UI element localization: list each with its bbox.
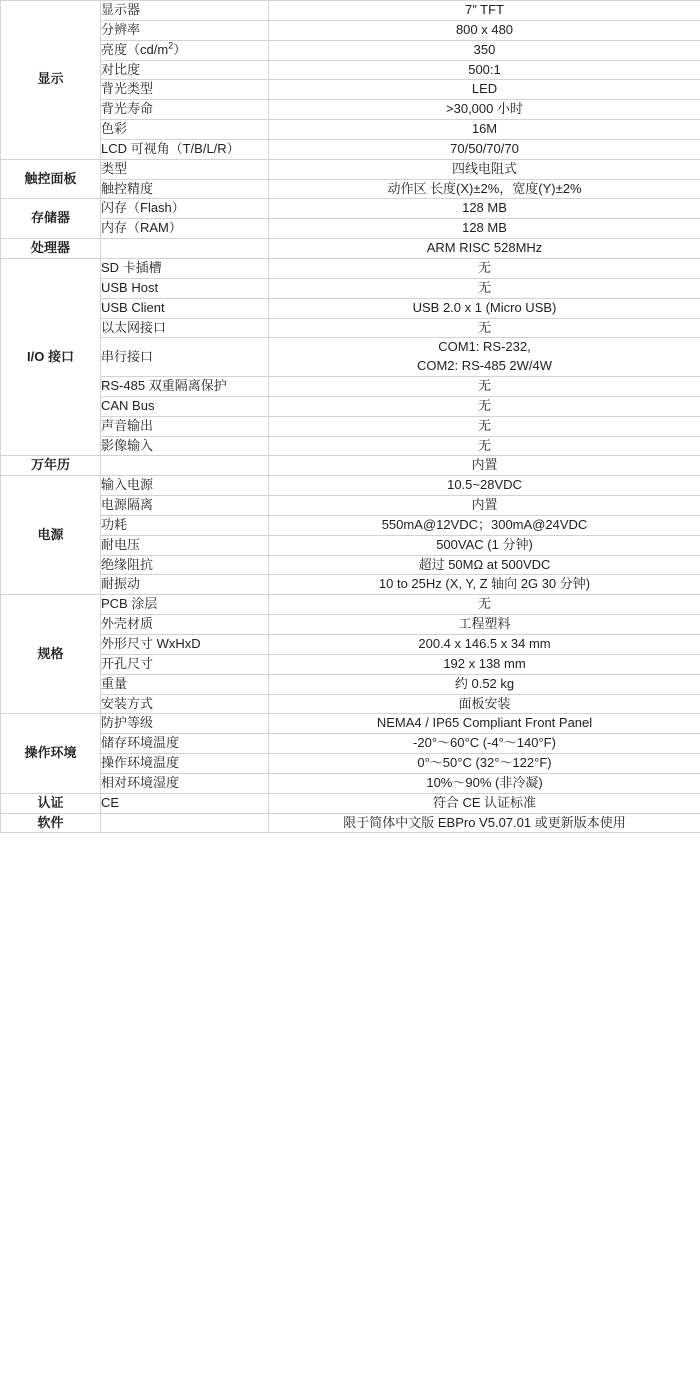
table-row <box>1 416 700 436</box>
value-cell <box>269 338 700 377</box>
value-cell: 7″ TFT <box>269 1 700 21</box>
table-row <box>1 80 700 100</box>
value-cell: 500VAC (1 分钟) <box>269 535 700 555</box>
table-row <box>1 456 700 476</box>
table-row <box>1 40 700 60</box>
item-label: 声音输出 <box>101 416 269 436</box>
group-label: 电源 <box>1 476 101 595</box>
group-label: 软件 <box>1 813 101 833</box>
value-cell: 无 <box>269 396 700 416</box>
item-label <box>101 40 269 60</box>
table-row <box>1 436 700 456</box>
table-row <box>1 674 700 694</box>
value-cell: 16M <box>269 120 700 140</box>
specification-table-body <box>1 1 700 833</box>
value-cell: 500:1 <box>269 60 700 80</box>
table-row <box>1 258 700 278</box>
value-cell: 0°～50°C (32°～122°F) <box>269 754 700 774</box>
group-label: 规格 <box>1 595 101 714</box>
item-label: 闪存（Flash） <box>101 199 269 219</box>
item-label: CE <box>101 793 269 813</box>
value-cell: 无 <box>269 416 700 436</box>
value-cell: 内置 <box>269 456 700 476</box>
table-row <box>1 100 700 120</box>
table-row <box>1 396 700 416</box>
value-cell: 无 <box>269 318 700 338</box>
table-row <box>1 179 700 199</box>
item-label: 分辨率 <box>101 20 269 40</box>
item-label: 内存（RAM） <box>101 219 269 239</box>
value-cell: -20°～60°C (-4°～140°F) <box>269 734 700 754</box>
value-cell: 无 <box>269 436 700 456</box>
table-row <box>1 734 700 754</box>
group-label: 操作环境 <box>1 714 101 793</box>
value-cell: 128 MB <box>269 219 700 239</box>
table-row <box>1 654 700 674</box>
item-label-empty <box>101 456 269 476</box>
value-cell: 内置 <box>269 496 700 516</box>
item-label: 类型 <box>101 159 269 179</box>
item-label: 对比度 <box>101 60 269 80</box>
value-cell: 200.4 x 146.5 x 34 mm <box>269 635 700 655</box>
table-row <box>1 615 700 635</box>
value-line: COM2: RS-485 2W/4W <box>416 358 553 374</box>
value-cell: 350 <box>269 40 700 60</box>
table-row <box>1 813 700 833</box>
item-label: 以太网接口 <box>101 318 269 338</box>
item-label: 开孔尺寸 <box>101 654 269 674</box>
item-label: USB Host <box>101 278 269 298</box>
table-row <box>1 754 700 774</box>
value-cell: NEMA4 / IP65 Compliant Front Panel <box>269 714 700 734</box>
item-label: 显示器 <box>101 1 269 21</box>
value-cell: 800 x 480 <box>269 20 700 40</box>
item-label: 安装方式 <box>101 694 269 714</box>
item-label: 背光类型 <box>101 80 269 100</box>
table-row <box>1 535 700 555</box>
item-label: USB Client <box>101 298 269 318</box>
value-cell: 限于简体中文版 EBPro V5.07.01 或更新版本使用 <box>269 813 700 833</box>
table-row <box>1 714 700 734</box>
item-label: RS-485 双重隔离保护 <box>101 377 269 397</box>
item-label: 外形尺寸 WxHxD <box>101 635 269 655</box>
table-row <box>1 139 700 159</box>
table-row <box>1 515 700 535</box>
group-label: 万年历 <box>1 456 101 476</box>
item-label-empty <box>101 813 269 833</box>
value-cell: 128 MB <box>269 199 700 219</box>
item-label-tail: ） <box>173 41 187 57</box>
item-label: 色彩 <box>101 120 269 140</box>
item-label: 串行接口 <box>101 338 269 377</box>
table-row <box>1 298 700 318</box>
item-label: 相对环境湿度 <box>101 773 269 793</box>
table-row <box>1 793 700 813</box>
item-label-superscript: 2 <box>168 40 174 51</box>
item-label: 功耗 <box>101 515 269 535</box>
table-row <box>1 1 700 21</box>
value-cell: 10.5~28VDC <box>269 476 700 496</box>
group-label: 认证 <box>1 793 101 813</box>
group-label: 显示 <box>1 1 101 160</box>
table-row <box>1 60 700 80</box>
value-cell: 无 <box>269 278 700 298</box>
value-line: COM1: RS-232, <box>438 339 531 355</box>
group-label: 存储器 <box>1 199 101 239</box>
value-cell: 550mA@12VDC；300mA@24VDC <box>269 515 700 535</box>
item-label: 影像输入 <box>101 436 269 456</box>
table-row <box>1 635 700 655</box>
table-row <box>1 694 700 714</box>
table-row <box>1 199 700 219</box>
item-label: 触控精度 <box>101 179 269 199</box>
item-label: SD 卡插槽 <box>101 258 269 278</box>
item-label: 外壳材质 <box>101 615 269 635</box>
table-row <box>1 338 700 377</box>
value-cell: USB 2.0 x 1 (Micro USB) <box>269 298 700 318</box>
table-row <box>1 555 700 575</box>
value-cell: 10%～90% (非冷凝) <box>269 773 700 793</box>
item-label: 耐振动 <box>101 575 269 595</box>
value-cell: 工程塑料 <box>269 615 700 635</box>
item-label: 储存环境温度 <box>101 734 269 754</box>
table-row <box>1 278 700 298</box>
table-row <box>1 239 700 259</box>
table-row <box>1 20 700 40</box>
value-cell: 无 <box>269 258 700 278</box>
value-cell: 无 <box>269 595 700 615</box>
table-row <box>1 496 700 516</box>
value-cell: >30,000 小时 <box>269 100 700 120</box>
item-label: 电源隔离 <box>101 496 269 516</box>
table-row <box>1 318 700 338</box>
item-label-empty <box>101 239 269 259</box>
group-label: I/O 接口 <box>1 258 101 455</box>
value-cell: 约 0.52 kg <box>269 674 700 694</box>
table-row <box>1 476 700 496</box>
item-label: LCD 可视角（T/B/L/R） <box>101 139 269 159</box>
value-cell: 无 <box>269 377 700 397</box>
value-cell: 超过 50MΩ at 500VDC <box>269 555 700 575</box>
table-row <box>1 773 700 793</box>
item-label: CAN Bus <box>101 396 269 416</box>
value-cell: 10 to 25Hz (X, Y, Z 轴向 2G 30 分钟) <box>269 575 700 595</box>
table-row <box>1 377 700 397</box>
value-cell: LED <box>269 80 700 100</box>
item-label: 操作环境温度 <box>101 754 269 774</box>
value-cell: 四线电阻式 <box>269 159 700 179</box>
value-cell: 70/50/70/70 <box>269 139 700 159</box>
value-cell: 动作区 长度(X)±2%，宽度(Y)±2% <box>269 179 700 199</box>
item-label-main: 亮度（cd/m <box>101 41 169 57</box>
value-cell: ARM RISC 528MHz <box>269 239 700 259</box>
item-label: 耐电压 <box>101 535 269 555</box>
item-label: 防护等级 <box>101 714 269 734</box>
value-cell: 符合 CE 认证标准 <box>269 793 700 813</box>
value-cell: 192 x 138 mm <box>269 654 700 674</box>
group-label: 触控面板 <box>1 159 101 199</box>
item-label: 绝缘阻抗 <box>101 555 269 575</box>
table-row <box>1 219 700 239</box>
item-label: PCB 涂层 <box>101 595 269 615</box>
group-label: 处理器 <box>1 239 101 259</box>
value-cell: 面板安装 <box>269 694 700 714</box>
item-label: 背光寿命 <box>101 100 269 120</box>
item-label: 输入电源 <box>101 476 269 496</box>
table-row <box>1 575 700 595</box>
table-row <box>1 159 700 179</box>
table-row <box>1 120 700 140</box>
table-row <box>1 595 700 615</box>
item-label: 重量 <box>101 674 269 694</box>
